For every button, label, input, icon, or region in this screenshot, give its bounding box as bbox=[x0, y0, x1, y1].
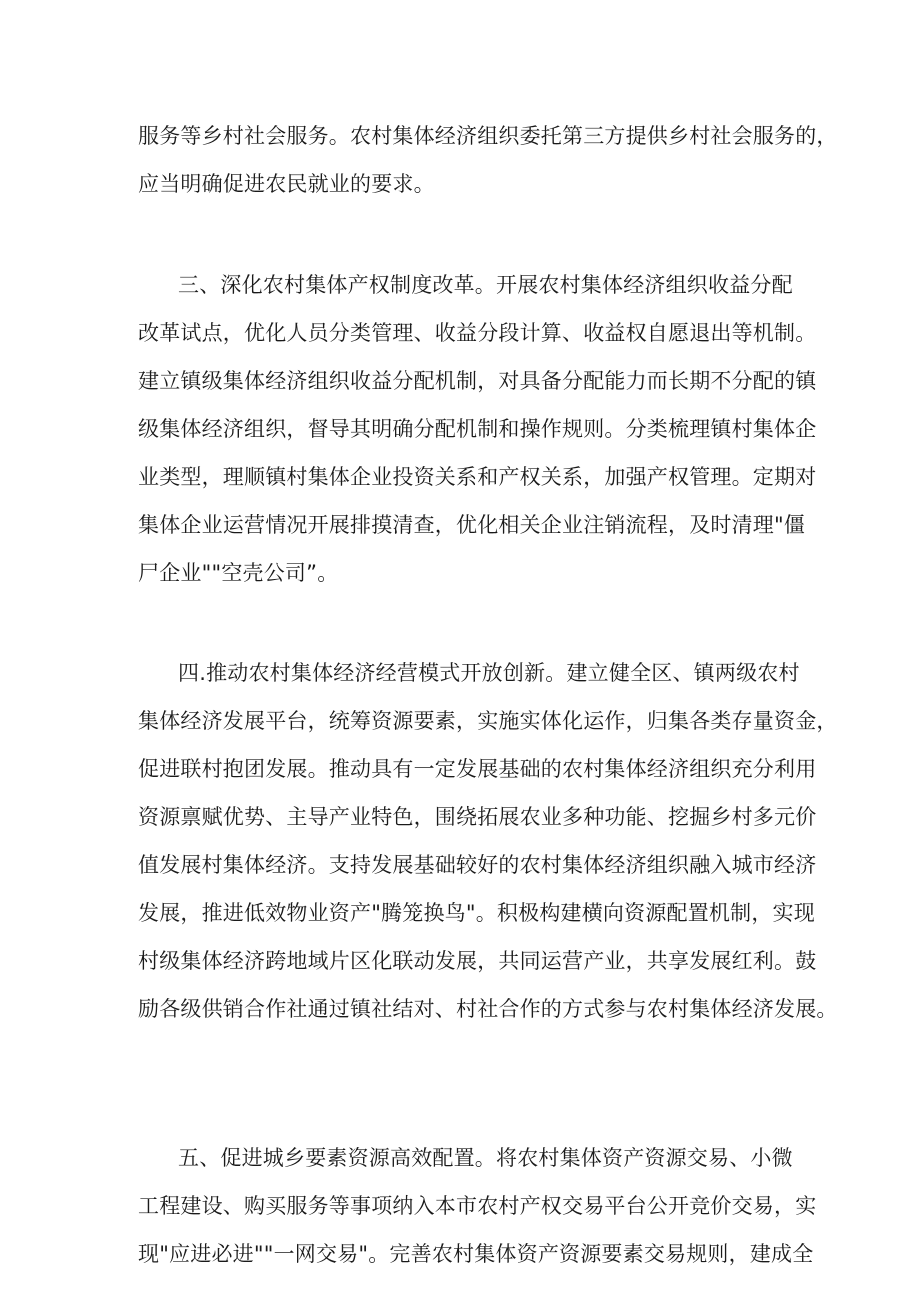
text-line: 促进联村抱团发展。推动具有一定发展基础的农村集体经济组织充分利用 bbox=[138, 757, 817, 781]
text-line: 改革试点，优化人员分类管理、收益分段计算、收益权自愿退出等机制。 bbox=[138, 321, 817, 345]
text-line: 建立镇级集体经济组织收益分配机制，对具备分配能力而长期不分配的镇 bbox=[138, 369, 817, 393]
text-line: 村级集体经济跨地域片区化联动发展，共同运营产业，共享发展红利。鼓 bbox=[138, 949, 817, 973]
text-line: 发展，推进低效物业资产"腾笼换鸟"。积极构建横向资源配置机制，实现 bbox=[138, 901, 815, 925]
text-line: 尸企业""空壳公司”。 bbox=[138, 561, 339, 585]
text-line: 工程建设、购买服务等事项纳入本市农村产权交易平台公开竞价交易，实 bbox=[138, 1194, 817, 1218]
text-line: 业类型，理顺镇村集体企业投资关系和产权关系，加强产权管理。定期对 bbox=[138, 465, 817, 489]
text-line: 现"应进必进""一网交易"。完善农村集体资产资源要素交易规则，建成全 bbox=[138, 1242, 814, 1266]
text-line: 值发展村集体经济。支持发展基础较好的农村集体经济组织融入城市经济 bbox=[138, 853, 817, 877]
text-line: 级集体经济组织，督导其明确分配机制和操作规则。分类梳理镇村集体企 bbox=[138, 417, 817, 441]
paragraph-heading-3: 三、深化农村集体产权制度改革。开展农村集体经济组织收益分配 bbox=[178, 273, 793, 297]
text-line: 集体企业运营情况开展排摸清查，优化相关企业注销流程，及时清理"僵 bbox=[138, 513, 806, 537]
paragraph-heading-5: 五、促进城乡要素资源高效配置。将农村集体资产资源交易、小微 bbox=[178, 1146, 793, 1170]
text-line: 集体经济发展平台，统筹资源要素，实施实体化运作，归集各类存量资金， bbox=[138, 709, 838, 733]
paragraph-heading-4: 四.推动农村集体经济经营模式开放创新。建立健全区、镇两级农村 bbox=[178, 661, 800, 685]
text-line: 服务等乡村社会服务。农村集体经济组织委托第三方提供乡村社会服务的， bbox=[138, 124, 838, 148]
text-line: 励各级供销合作社通过镇社结对、村社合作的方式参与农村集体经济发展。 bbox=[138, 997, 838, 1021]
text-line: 应当明确促进农民就业的要求。 bbox=[138, 172, 435, 196]
text-line: 资源禀赋优势、主导产业特色，围绕拓展农业多种功能、挖掘乡村多元价 bbox=[138, 805, 817, 829]
